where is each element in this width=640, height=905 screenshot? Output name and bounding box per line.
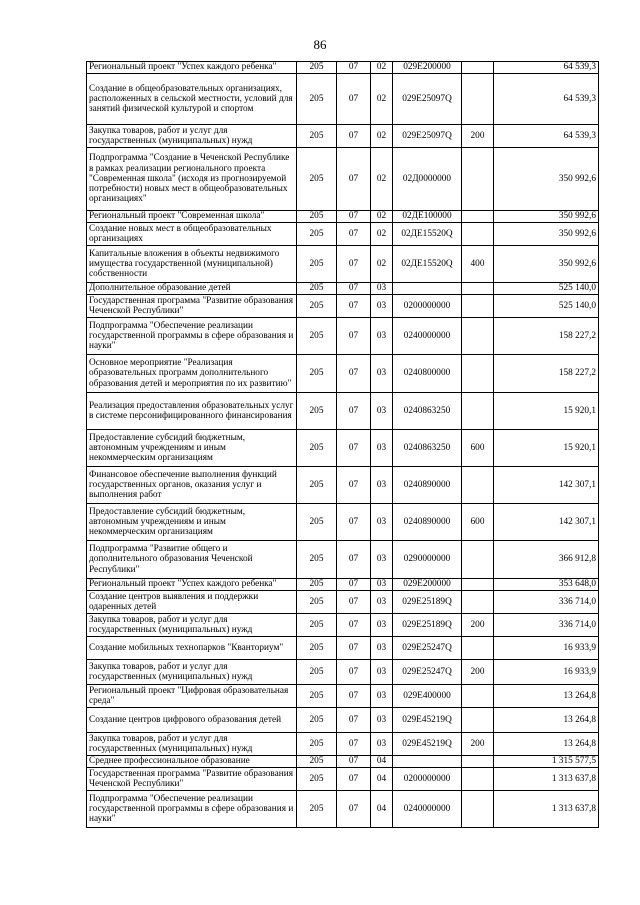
row-section: 07 <box>337 637 371 660</box>
table-row <box>87 660 599 685</box>
row-subsection: 04 <box>371 791 393 828</box>
row-section: 07 <box>337 614 371 637</box>
row-subsection: 03 <box>371 504 393 541</box>
row-target-item: 0200000000 <box>393 295 462 318</box>
row-expense-type: 200 <box>462 660 494 685</box>
row-name: Создание в общеобразовательных организациях, расположенных в сельской местности, условий для занятий физической культурой и спортом <box>87 74 297 125</box>
row-ved: 205 <box>297 430 337 467</box>
row-amount: 158 227,2 <box>494 318 599 355</box>
row-amount: 142 307,1 <box>494 504 599 541</box>
row-ved: 205 <box>297 614 337 637</box>
row-ved: 205 <box>297 246 337 283</box>
row-expense-type <box>462 148 494 211</box>
table-row <box>87 74 599 125</box>
row-ved: 205 <box>297 283 337 295</box>
row-name: Финансовое обеспечение выполнения функций государственных органов, оказания услуг и выполнения работ <box>87 467 297 504</box>
row-subsection: 04 <box>371 756 393 768</box>
table-row <box>87 246 599 283</box>
row-target-item: 029E25189Q <box>393 591 462 614</box>
row-subsection: 03 <box>371 614 393 637</box>
row-amount: 353 648,0 <box>494 579 599 591</box>
row-ved: 205 <box>297 791 337 828</box>
row-expense-type <box>462 541 494 579</box>
row-name: Создание центров цифрового образования детей <box>87 708 297 733</box>
row-target-item: 029E45219Q <box>393 708 462 733</box>
row-ved: 205 <box>297 355 337 393</box>
row-target-item: 02Д0000000 <box>393 148 462 211</box>
row-name: Создание мобильных технопарков "Кванториум" <box>87 637 297 660</box>
row-amount: 64 539,3 <box>494 74 599 125</box>
row-ved: 205 <box>297 295 337 318</box>
row-expense-type: 600 <box>462 504 494 541</box>
row-expense-type <box>462 318 494 355</box>
row-name: Региональный проект "Успех каждого ребенка" <box>87 62 297 74</box>
row-amount: 13 264,8 <box>494 733 599 756</box>
row-target-item: 029E200000 <box>393 579 462 591</box>
row-ved: 205 <box>297 708 337 733</box>
row-name: Реализация предоставления образовательных услуг в системе персонифицированного финансирования <box>87 393 297 430</box>
table-row <box>87 685 599 708</box>
row-ved: 205 <box>297 579 337 591</box>
row-subsection: 02 <box>371 223 393 246</box>
row-name: Закупка товаров, работ и услуг для государственных (муниципальных) нужд <box>87 125 297 148</box>
row-amount: 16 933,9 <box>494 637 599 660</box>
table-row <box>87 541 599 579</box>
row-target-item: 02ДЕ100000 <box>393 211 462 223</box>
row-section: 07 <box>337 223 371 246</box>
row-target-item: 029E25097Q <box>393 125 462 148</box>
row-amount: 350 992,6 <box>494 223 599 246</box>
row-ved: 205 <box>297 393 337 430</box>
row-subsection: 02 <box>371 125 393 148</box>
table-row <box>87 148 599 211</box>
row-ved: 205 <box>297 125 337 148</box>
row-expense-type <box>462 591 494 614</box>
row-target-item: 0240863250 <box>393 430 462 467</box>
table-row <box>87 318 599 355</box>
row-amount: 15 920,1 <box>494 430 599 467</box>
row-ved: 205 <box>297 62 337 74</box>
row-expense-type <box>462 74 494 125</box>
row-target-item <box>393 756 462 768</box>
table-row <box>87 211 599 223</box>
row-target-item: 0240890000 <box>393 504 462 541</box>
row-section: 07 <box>337 756 371 768</box>
row-section: 07 <box>337 283 371 295</box>
row-target-item: 0200000000 <box>393 768 462 791</box>
row-subsection: 03 <box>371 541 393 579</box>
row-expense-type <box>462 393 494 430</box>
row-amount: 350 992,6 <box>494 148 599 211</box>
row-expense-type: 200 <box>462 125 494 148</box>
row-subsection: 02 <box>371 148 393 211</box>
row-subsection: 03 <box>371 283 393 295</box>
row-expense-type <box>462 685 494 708</box>
row-name: Среднее профессиональное образование <box>87 756 297 768</box>
row-amount: 64 539,3 <box>494 62 599 74</box>
row-section: 07 <box>337 591 371 614</box>
row-expense-type <box>462 791 494 828</box>
row-target-item: 029E200000 <box>393 62 462 74</box>
row-section: 07 <box>337 295 371 318</box>
row-amount: 525 140,0 <box>494 295 599 318</box>
row-section: 07 <box>337 733 371 756</box>
row-subsection: 03 <box>371 591 393 614</box>
row-target-item: 029E45219Q <box>393 733 462 756</box>
row-name: Создание центров выявления и поддержки одаренных детей <box>87 591 297 614</box>
row-target-item: 029E400000 <box>393 685 462 708</box>
row-name: Региональный проект "Цифровая образовательная среда" <box>87 685 297 708</box>
row-ved: 205 <box>297 467 337 504</box>
row-subsection: 02 <box>371 74 393 125</box>
row-name: Предоставление субсидий бюджетным, автономным учреждениям и иным некоммерческим организациям <box>87 504 297 541</box>
row-ved: 205 <box>297 504 337 541</box>
row-amount: 13 264,8 <box>494 685 599 708</box>
row-ved: 205 <box>297 211 337 223</box>
budget-table <box>86 61 599 828</box>
row-subsection: 03 <box>371 467 393 504</box>
row-subsection: 03 <box>371 295 393 318</box>
row-target-item: 0240863250 <box>393 393 462 430</box>
row-section: 07 <box>337 708 371 733</box>
row-amount: 158 227,2 <box>494 355 599 393</box>
row-target-item: 0240000000 <box>393 318 462 355</box>
table-row <box>87 393 599 430</box>
row-target-item: 02ДЕ15520Q <box>393 246 462 283</box>
row-subsection: 02 <box>371 246 393 283</box>
row-name: Закупка товаров, работ и услуг для государственных (муниципальных) нужд <box>87 660 297 685</box>
row-subsection: 04 <box>371 768 393 791</box>
row-target-item: 0240890000 <box>393 467 462 504</box>
row-expense-type <box>462 295 494 318</box>
row-subsection: 03 <box>371 637 393 660</box>
row-expense-type <box>462 355 494 393</box>
row-section: 07 <box>337 125 371 148</box>
row-section: 07 <box>337 541 371 579</box>
row-amount: 16 933,9 <box>494 660 599 685</box>
table-row <box>87 756 599 768</box>
row-name: Региональный проект "Современная школа" <box>87 211 297 223</box>
row-section: 07 <box>337 660 371 685</box>
row-ved: 205 <box>297 74 337 125</box>
row-name: Закупка товаров, работ и услуг для государственных (муниципальных) нужд <box>87 733 297 756</box>
row-name: Дополнительное образование детей <box>87 283 297 295</box>
row-name: Закупка товаров, работ и услуг для государственных (муниципальных) нужд <box>87 614 297 637</box>
table-row <box>87 591 599 614</box>
row-subsection: 03 <box>371 430 393 467</box>
row-subsection: 03 <box>371 355 393 393</box>
row-subsection: 03 <box>371 733 393 756</box>
table-body <box>87 62 599 828</box>
row-expense-type: 600 <box>462 430 494 467</box>
row-amount: 350 992,6 <box>494 211 599 223</box>
row-section: 07 <box>337 74 371 125</box>
row-name: Создание новых мест в общеобразовательных организациях <box>87 223 297 246</box>
row-amount: 336 714,0 <box>494 591 599 614</box>
row-expense-type: 400 <box>462 246 494 283</box>
table-row <box>87 283 599 295</box>
row-expense-type <box>462 637 494 660</box>
row-name: Подпрограмма "Обеспечение реализации государственной программы в сфере образования и науки" <box>87 318 297 355</box>
row-name: Основное мероприятие "Реализация образовательных программ дополнительного образования детей и мероприятия по их развитию" <box>87 355 297 393</box>
row-amount: 64 539,3 <box>494 125 599 148</box>
row-ved: 205 <box>297 756 337 768</box>
row-ved: 205 <box>297 541 337 579</box>
row-expense-type: 200 <box>462 733 494 756</box>
row-target-item <box>393 283 462 295</box>
row-expense-type <box>462 768 494 791</box>
row-section: 07 <box>337 318 371 355</box>
row-amount: 142 307,1 <box>494 467 599 504</box>
row-amount: 525 140,0 <box>494 283 599 295</box>
row-subsection: 03 <box>371 318 393 355</box>
table-row <box>87 791 599 828</box>
row-amount: 1 315 577,5 <box>494 756 599 768</box>
row-ved: 205 <box>297 660 337 685</box>
row-expense-type: 200 <box>462 614 494 637</box>
row-name: Государственная программа "Развитие образования Чеченской Республики" <box>87 768 297 791</box>
row-expense-type <box>462 467 494 504</box>
table-row <box>87 504 599 541</box>
row-section: 07 <box>337 62 371 74</box>
row-subsection: 03 <box>371 685 393 708</box>
row-target-item: 0240000000 <box>393 791 462 828</box>
table-row <box>87 708 599 733</box>
row-subsection: 03 <box>371 579 393 591</box>
row-section: 07 <box>337 246 371 283</box>
row-name: Региональный проект "Успех каждого ребенка" <box>87 579 297 591</box>
row-name: Подпрограмма "Создание в Чеченской Республике в рамках реализации регионального проекта "Современная школа" (исходя из прогнозируемой потребности) новых мест в общеобразовательных организациях" <box>87 148 297 211</box>
row-section: 07 <box>337 148 371 211</box>
table-row <box>87 430 599 467</box>
row-amount: 13 264,8 <box>494 708 599 733</box>
row-section: 07 <box>337 430 371 467</box>
row-ved: 205 <box>297 637 337 660</box>
row-ved: 205 <box>297 768 337 791</box>
row-ved: 205 <box>297 591 337 614</box>
row-section: 07 <box>337 467 371 504</box>
row-ved: 205 <box>297 685 337 708</box>
row-name: Подпрограмма "Развитие общего и дополнительного образования Чеченской Республики" <box>87 541 297 579</box>
row-target-item: 0290000000 <box>393 541 462 579</box>
row-amount: 336 714,0 <box>494 614 599 637</box>
row-section: 07 <box>337 393 371 430</box>
row-section: 07 <box>337 685 371 708</box>
table-row <box>87 614 599 637</box>
row-target-item: 02ДЕ15520Q <box>393 223 462 246</box>
row-name: Подпрограмма "Обеспечение реализации государственной программы в сфере образования и науки" <box>87 791 297 828</box>
row-ved: 205 <box>297 318 337 355</box>
table-row <box>87 125 599 148</box>
row-section: 07 <box>337 768 371 791</box>
page-number: 86 <box>313 37 327 52</box>
row-amount: 15 920,1 <box>494 393 599 430</box>
table-row <box>87 579 599 591</box>
row-section: 07 <box>337 504 371 541</box>
row-target-item: 0240800000 <box>393 355 462 393</box>
row-subsection: 02 <box>371 62 393 74</box>
row-target-item: 029E25247Q <box>393 660 462 685</box>
table-row <box>87 223 599 246</box>
row-target-item: 029E25097Q <box>393 74 462 125</box>
row-amount: 1 313 637,8 <box>494 768 599 791</box>
row-subsection: 02 <box>371 211 393 223</box>
row-subsection: 03 <box>371 393 393 430</box>
table-row <box>87 733 599 756</box>
row-name: Капитальные вложения в объекты недвижимого имущества государственной (муниципальной) собственности <box>87 246 297 283</box>
table-row <box>87 62 599 74</box>
table-row <box>87 768 599 791</box>
row-amount: 1 313 637,8 <box>494 791 599 828</box>
table-row <box>87 467 599 504</box>
row-expense-type <box>462 579 494 591</box>
table-row <box>87 295 599 318</box>
row-amount: 366 912,8 <box>494 541 599 579</box>
row-subsection: 03 <box>371 708 393 733</box>
row-expense-type <box>462 756 494 768</box>
row-ved: 205 <box>297 733 337 756</box>
row-section: 07 <box>337 355 371 393</box>
row-expense-type <box>462 211 494 223</box>
row-ved: 205 <box>297 148 337 211</box>
row-section: 07 <box>337 211 371 223</box>
row-section: 07 <box>337 791 371 828</box>
row-expense-type <box>462 62 494 74</box>
table-row <box>87 637 599 660</box>
row-section: 07 <box>337 579 371 591</box>
row-amount: 350 992,6 <box>494 246 599 283</box>
row-ved: 205 <box>297 223 337 246</box>
row-name: Предоставление субсидий бюджетным, автономным учреждениям и иным некоммерческим организациям <box>87 430 297 467</box>
row-target-item: 029E25189Q <box>393 614 462 637</box>
row-expense-type <box>462 708 494 733</box>
table-row <box>87 355 599 393</box>
row-subsection: 03 <box>371 660 393 685</box>
row-expense-type <box>462 223 494 246</box>
row-name: Государственная программа "Развитие образования Чеченской Республики" <box>87 295 297 318</box>
row-target-item: 029E25247Q <box>393 637 462 660</box>
row-expense-type <box>462 283 494 295</box>
